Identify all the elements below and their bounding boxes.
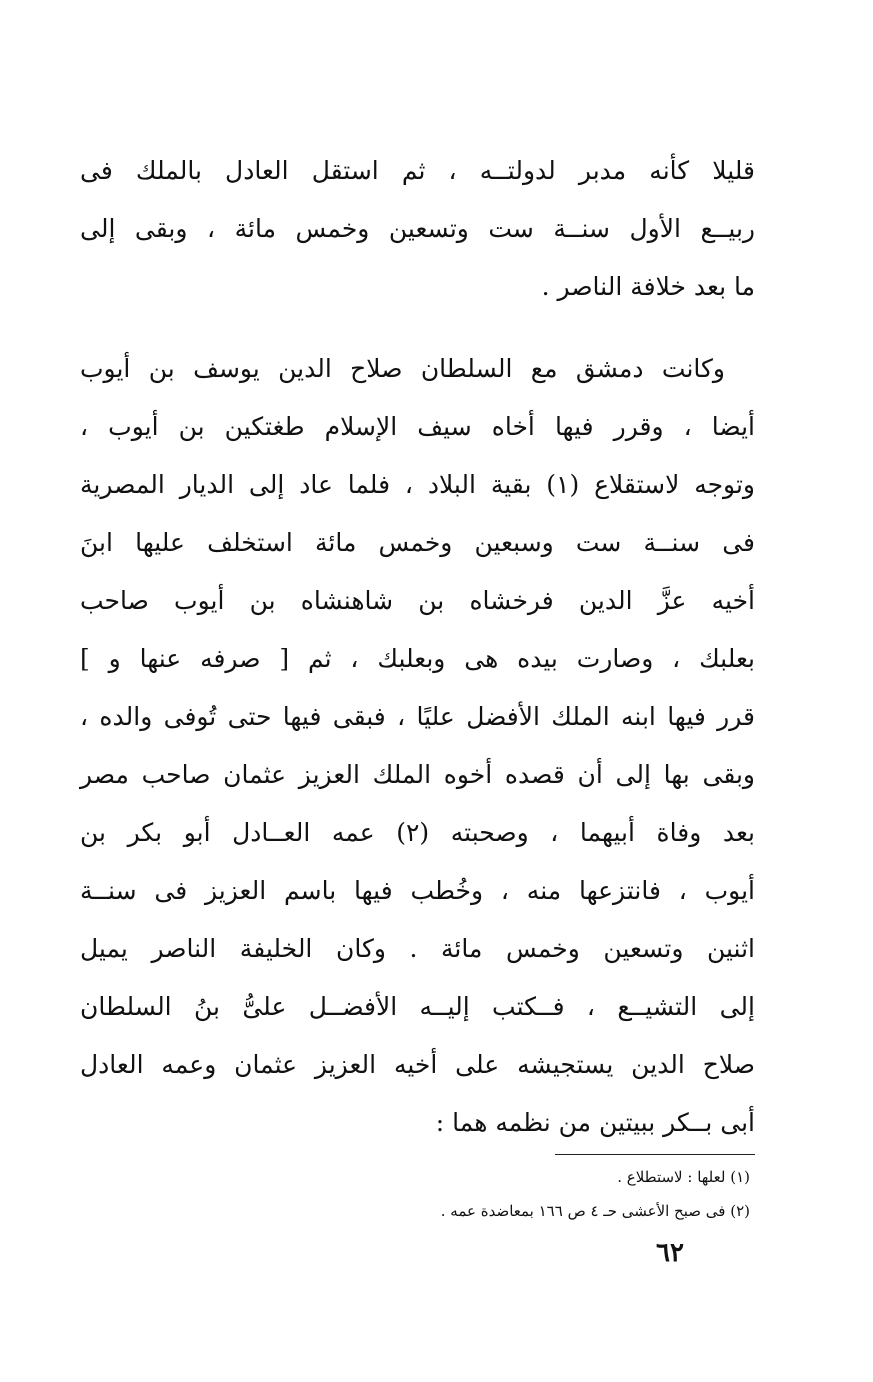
text-line: وتوجه لاستقلاع (١) بقية البلاد ، فلما عاد إلى الديار المصرية bbox=[80, 470, 755, 499]
paragraph-2 bbox=[80, 340, 755, 1152]
text-line: وبقى بها إلى أن قصده أخوه الملك العزيز عثمان صاحب مصر bbox=[80, 760, 755, 789]
footnote-separator bbox=[555, 1154, 755, 1155]
paragraph-1 bbox=[80, 142, 755, 316]
text-line: إلى التشيــع ، فــكتب إليــه الأفضــل علىُّ بنُ السلطان bbox=[80, 992, 755, 1021]
text-line: أبى بــكر ببيتين من نظمه هما : bbox=[435, 1108, 755, 1137]
text-line: أخيه عزَّ الدين فرخشاه بن شاهنشاه بن أيوب صاحب bbox=[80, 586, 755, 615]
text-line: بعد وفاة أبيهما ، وصحبته (٢) عمه العــادل أبو بكر بن bbox=[80, 818, 755, 847]
text-line: اثنين وتسعين وخمس مائة . وكان الخليفة الناصر يميل bbox=[80, 934, 755, 963]
text-line: بعلبك ، وصارت بيده هى وبعلبك ، ثم [ صرفه عنها و ] bbox=[80, 644, 755, 673]
footnotes bbox=[200, 1160, 750, 1228]
text-line: صلاح الدين يستجيشه على أخيه العزيز عثمان وعمه العادل bbox=[80, 1050, 755, 1079]
text-line: وكانت دمشق مع السلطان صلاح الدين يوسف بن أيوب bbox=[80, 354, 725, 383]
footnote-2: (٢) فى صبح الأعشى حـ ٤ ص ١٦٦ بمعاضدة عمه . bbox=[440, 1202, 750, 1220]
text-line: ربيــع الأول سنــة ست وتسعين وخمس مائة ، وبقى إلى bbox=[80, 214, 755, 243]
text-line: ما بعد خلافة الناصر . bbox=[541, 272, 755, 301]
text-line: أيضا ، وقرر فيها أخاه سيف الإسلام طغتكين بن أيوب ، bbox=[80, 412, 755, 441]
text-line: قليلا كأنه مدبر لدولتــه ، ثم استقل العادل بالملك فى bbox=[80, 156, 755, 185]
text-line: فى سنــة ست وسبعين وخمس مائة استخلف عليها ابنَ bbox=[80, 528, 755, 557]
footnote-1: (١) لعلها : لاستطلاع . bbox=[617, 1168, 750, 1186]
text-line: قرر فيها ابنه الملك الأفضل عليًا ، فبقى فيها حتى تُوفى والده ، bbox=[80, 702, 755, 731]
text-line: أيوب ، فانتزعها منه ، وخُطب فيها باسم العزيز فى سنــة bbox=[80, 876, 755, 905]
page-number: ٦٢ bbox=[656, 1238, 684, 1268]
